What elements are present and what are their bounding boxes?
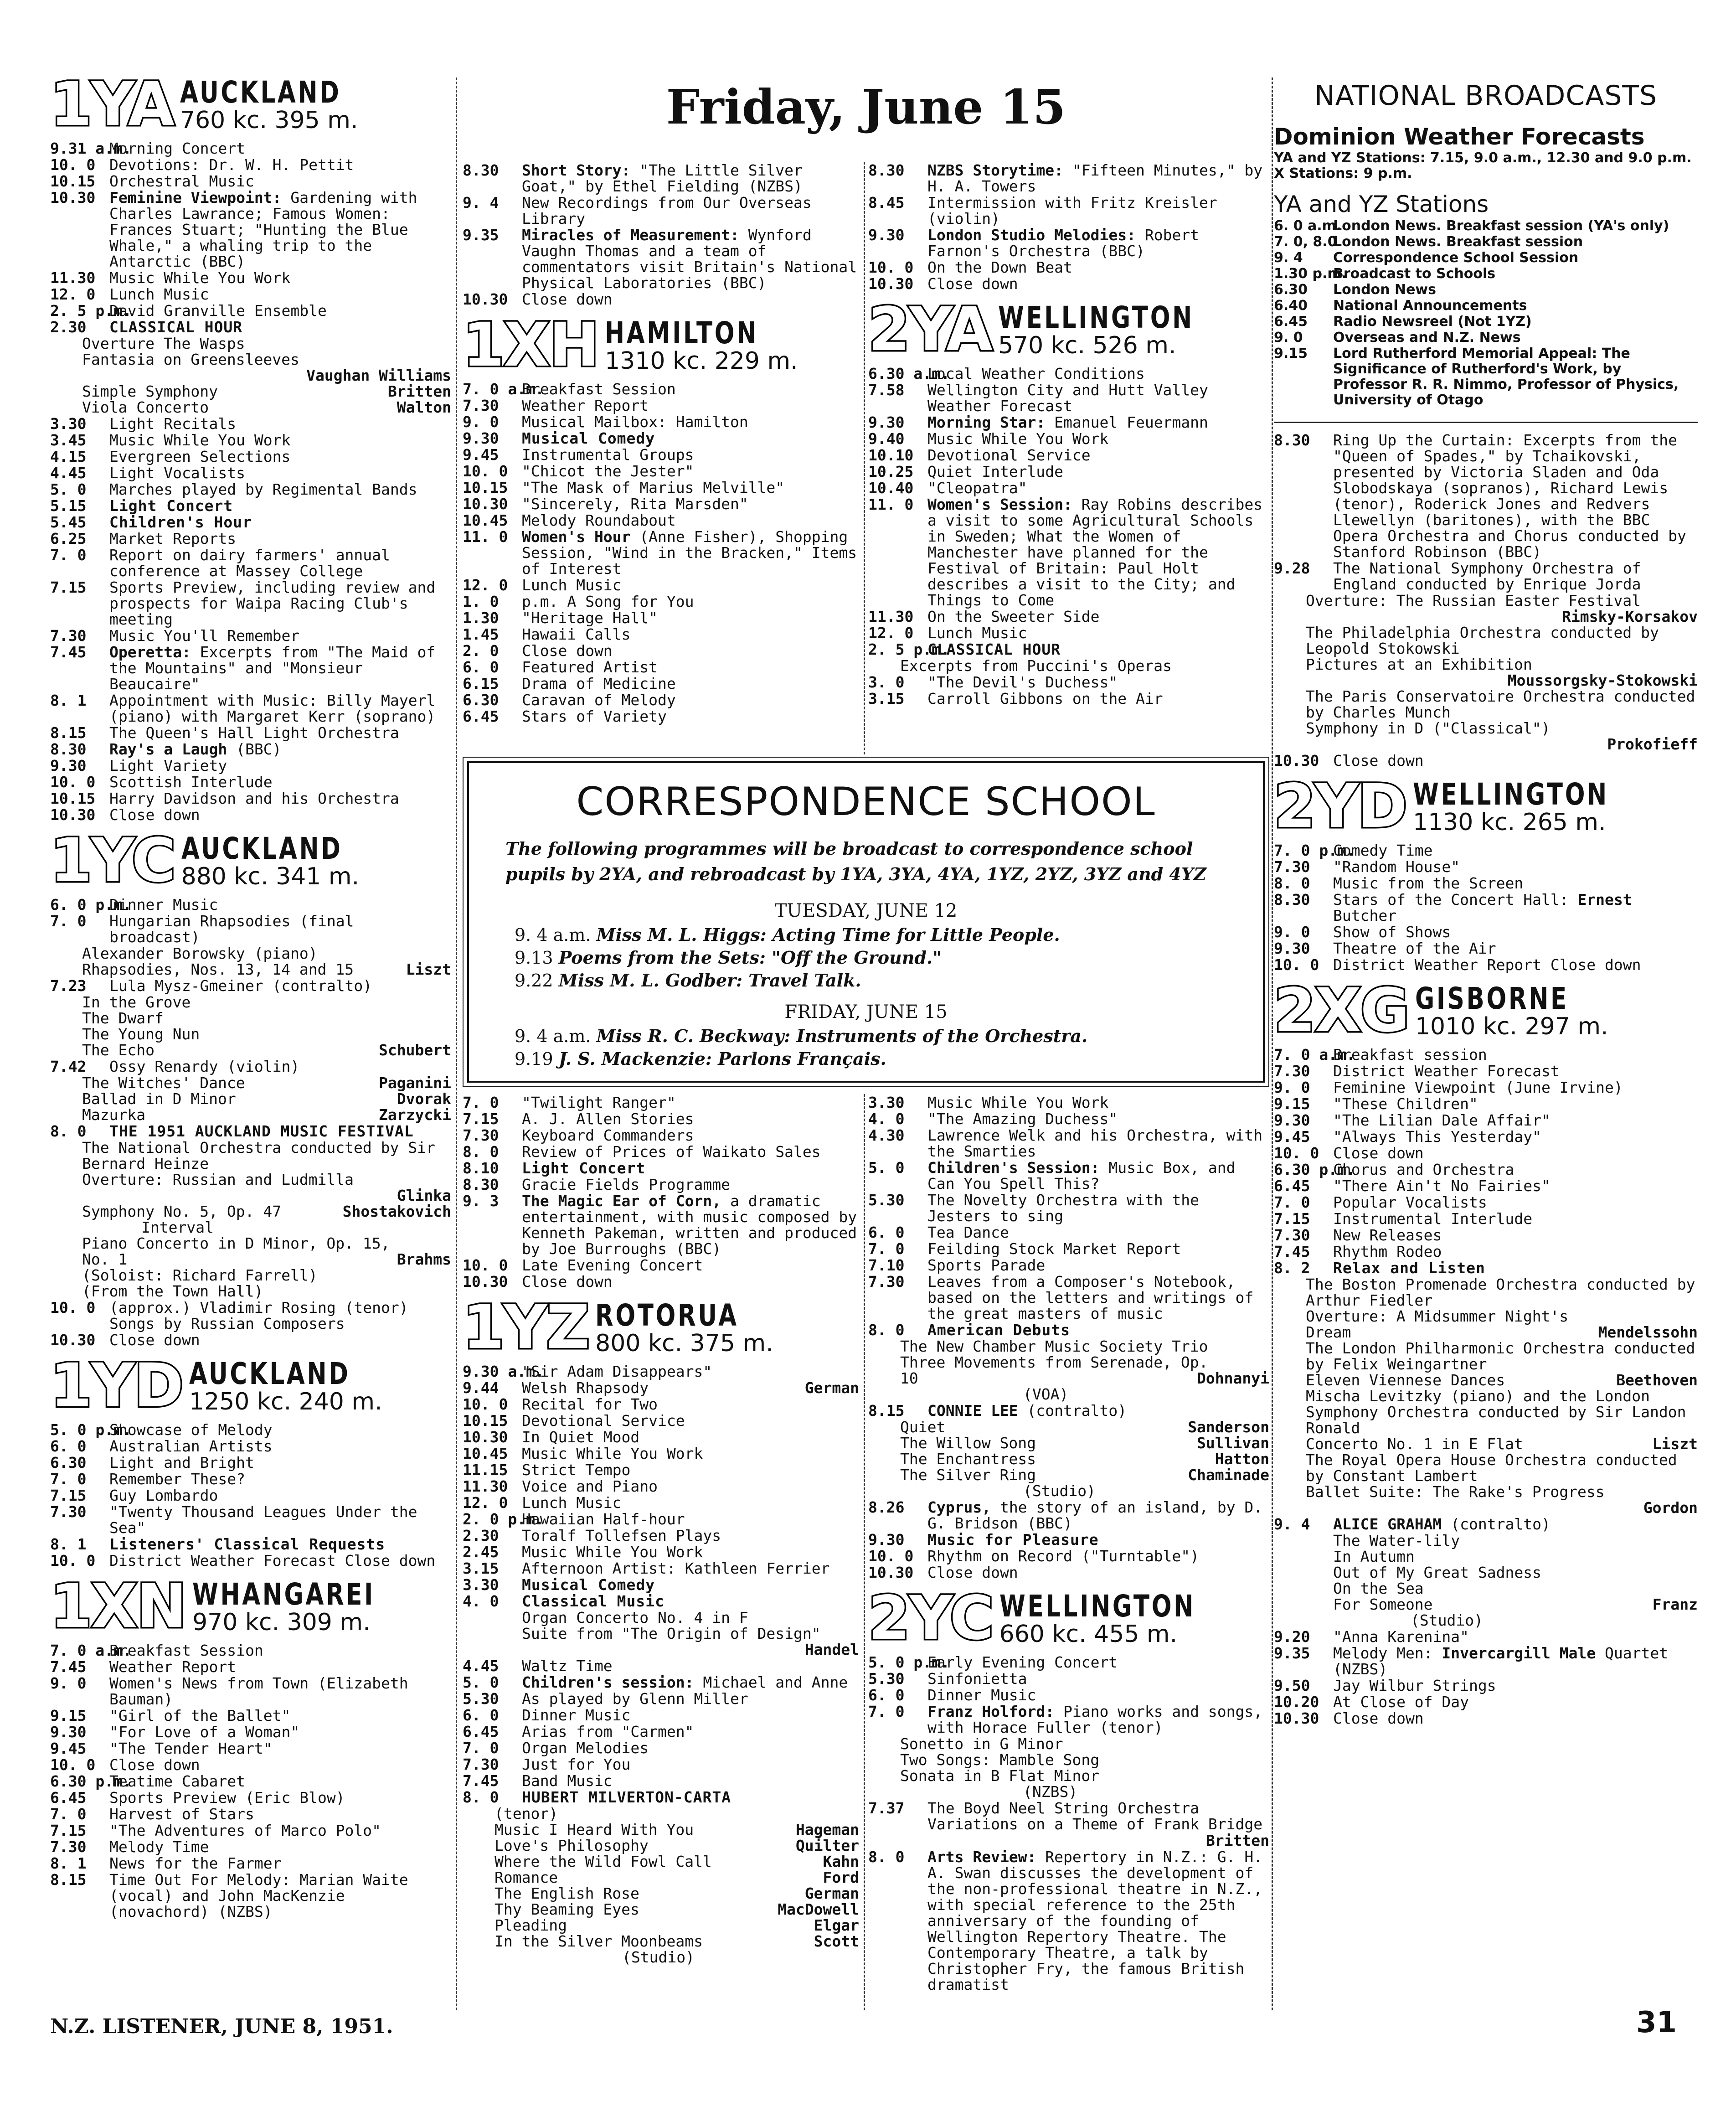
station-city: GISBORNE: [1415, 981, 1569, 1016]
station-logo: 2YC: [868, 1583, 993, 1653]
station-city: ROTORUA: [595, 1298, 739, 1333]
column-auckland: 1YA AUCKLAND 760 kc. 395 m. 9.31 a.m. Morning Concert 10. 0 Devotions: Dr. W. H. Pettit 10.15 Orchestral Music 10.30 Feminine Viewpoint: Gardening with Charles Lawrance; Famous Women: Frances Stuart; "Hunting the Blue Whale," a whaling trip to the Antarctic (BBC) 11.30 Music While You Work 12. 0 Lunch Music 2. 5 p.m. David Granville Ensemble 2.30 CLASSICAL HOUR Overture The Wasps Fantasia on Greensleeves Vaughan Williams Simple Symphony Britten Viola Concerto Walton 3.30 Light Recitals 3.45 Music While You Work 4.15 Evergreen Selections 4.45 Light Vocalists 5. 0 Marches played by Regimental Bands 5.15 Light Concert 5.45 Children's Hour 6.25 Market Reports 7. 0 Report on dairy farmers' annual conference at Massey College 7.15 Sports Preview, including review and prospects for Waipa Racing Club's meeting 7.30 Music You'll Remember 7.45 Operetta: Excerpts from "The Maid of the Mountains" and "Monsieur Beaucaire" 8. 1 Appointment with Music: Billy Mayerl (piano) with Margaret Kerr (soprano) 8.15 The Queen's Hall Light Orchestra 8.30 Ray's a Laugh (BBC) 9.30 Light Variety 10. 0 Scottish Interlude 10.15 Harry Davidson and his Orchestra 10.30 Close down 1YC AUCKLAND 880 kc. 341 m. 6. 0 p.m. Dinner Music 7. 0 Hungarian Rhapsodies (final broadcast) Alexander Borowsky (piano) Rhapsodies, Nos. 13, 14 and 15 Liszt 7.23 Lula Mysz-Gmeiner (contralto) In the Grove The Dwarf The Young Nun The Echo Schubert 7.42 Ossy Renardy (violin) The Witches' Dance Paganini Ballad in D Minor Dvorak Mazurka Zarzycki 8. 0 THE 1951 AUCKLAND MUSIC FESTIVAL The National Orchestra conducted by Sir Bernard Heinze Overture: Russian and Ludmilla Glinka Symphony No. 5, Op. 47 Shostakovich Interval Piano Concerto in D Minor, Op. 15, No. 1 Brahms (Soloist: Richard Farrell) (From the Town Hall) 10. 0 (approx.) Vladimir Rosing (tenor) Songs by Russian Composers 10.30 Close down 1YD AUCKLAND 1250 kc. 240 m. 5. 0 p.m. Showcase of Melody 6. 0 Australian Artists 6.30 Light and Bright 7. 0 Remember These? 7.15 Guy Lombardo 7.30 "Twenty Thousand Leagues Under the Sea" 8. 1 Listeners' Classical Requests 10. 0 District Weather Forecast Close down 1XN WHANGAREI 970 kc. 309 m. 7. 0 a.m. Breakfast Session 7.45 Weather Report 9. 0 Women's News from Town (Elizabeth Bauman) 9.15 "Girl of the Ballet" 9.30 "For Love of a Woman" 9.45 "The Tender Heart" 10. 0 Close down 6.30 p.m. Teatime Cabaret 6.45 Sports Preview (Eric Blow) 7. 0 Harvest of Stars 7.15 "The Adventures of Marco Polo" 7.30 Melody Time 8. 1 News for the Farmer 8.15 Time Out For Melody: Marian Waite (vocal) and John MacKenzie (novachord) (NZBS): [50, 77, 451, 1920]
column-divider: [864, 162, 865, 754]
page-title: Friday, June 15: [666, 79, 1066, 135]
station-city: AUCKLAND: [180, 77, 341, 110]
station-frequency: 1130 kc. 265 m.: [1413, 809, 1606, 836]
correspondence-day: TUESDAY, JUNE 12: [774, 900, 958, 921]
column-3-bottom: 3.30 Music While You Work 4. 0 "The Amazing Duchess" 4.30 Lawrence Welk and his Orchestra, with the Smarties 5. 0 Children's Session: Music Box, and Can You Spell This? 5.30 The Novelty Orchestra with the Jesters to sing 6. 0 Tea Dance 7. 0 Feilding Stock Market Report 7.10 Sports Parade 7.30 Leaves from a Composer's Notebook, based on the letters and writings of the great masters of music 8. 0 American Debuts The New Chamber Music Society Trio Three Movements from Serenade, Op. 10 Dohnanyi (VOA) 8.15 CONNIE LEE (contralto) Quiet Sanderson The Willow Song Sullivan The Enchantress Hatton The Silver Ring Chaminade (Studio) 8.26 Cyprus, the story of an island, by D. G. Bridson (BBC) 9.30 Music for Pleasure 10. 0 Rhythm on Record ("Turntable") 10.30 Close down 2YC WELLINGTON 660 kc. 455 m. 5. 0 p.m. Early Evening Concert 5.30 Sinfonietta 6. 0 Dinner Music 7. 0 Franz Holford: Piano works and songs, with Horace Fuller (tenor) Sonetto in G Minor Two Songs: Mamble Song Sonata in B Flat Minor (NZBS) 7.37 The Boyd Neel String Orchestra Variations on a Theme of Frank Bridge Britten 8. 0 Arts Review: Repertory in N.Z.: G. H. A. Swan discusses the development of the non-professional theatre in N.Z., with special reference to the 25th anniversary of the founding of Wellington Repertory Theatre. The Contemporary Theatre, a talk by Christopher Fry, the famous British dramatist: [868, 1094, 1269, 1993]
station-frequency: 660 kc. 455 m.: [999, 1621, 1178, 1648]
station-header-1yc: [50, 826, 451, 896]
station-city: AUCKLAND: [189, 1356, 350, 1391]
footer-issue: N.Z. LISTENER, JUNE 8, 1951.: [50, 2015, 393, 2038]
station-header-2ya: [868, 294, 1269, 365]
station-frequency: 880 kc. 341 m.: [181, 863, 360, 890]
column-national: NATIONAL BROADCASTS Dominion Weather Forecasts YA and YZ Stations: 7.15, 9.0 a.m., 12.30 and 9.0 p.m. X Stations: 9 p.m. YA and YZ Stations 6. 0 a.m. London News. Breakfast session (YA's only) 7. 0, 8.0 London News. Breakfast session 9. 4 Correspondence School Session 1.30 p.m. Broadcast to Schools 6.30 London News 6.40 National Announcements 6.45 Radio Newsreel (Not 1YZ) 9. 0 Overseas and N.Z. News 9.15 Lord Rutherford Memorial Appeal: The Significance of Rutherford's Work, by Professor R. R. Nimmo, Professor of Physics, University of Otago 8.30 Ring Up the Curtain: Excerpts from the "Queen of Spades," by Tchaikovski, presented by Victoria Sladen and Oda Slobodskaya (sopranos), Richard Lewis (tenor), Roderick Jones and Redvers Llewellyn (baritones), with the BBC Opera Orchestra and Chorus conducted by Stanford Robinson (BBC) 9.28 The National Symphony Orchestra of England conducted by Enrique Jorda Overture: The Russian Easter Festival Rimsky-Korsakov The Philadelphia Orchestra conducted by Leopold Stokowski Pictures at an Exhibition Moussorgsky-Stokowski The Paris Conservatoire Orchestra conducted by Charles Munch Symphony in D ("Classical") Prokofieff 10.30 Close down 2YD WELLINGTON 1130 kc. 265 m. 7. 0 p.m. Comedy Time 7.30 "Random House" 8. 0 Music from the Screen 8.30 Stars of the Concert Hall: Ernest Butcher 9. 0 Show of Shows 9.30 Theatre of the Air 10. 0 District Weather Report Close down 2XG GISBORNE 1010 kc. 297 m. 7. 0 a.m. Breakfast session 7.30 District Weather Forecast 9. 0 Feminine Viewpoint (June Irvine) 9.15 "These Children" 9.30 "The Lilian Dale Affair" 9.45 "Always This Yesterday" 10. 0 Close down 6.30 p.m. Chorus and Orchestra 6.45 "There Ain't No Fairies" 7. 0 Popular Vocalists 7.15 Instrumental Interlude 7.30 New Releases 7.45 Rhythm Rodeo 8. 2 Relax and Listen The Boston Promenade Orchestra conducted by Arthur Fiedler Overture: A Midsummer Night's Dream Mendelssohn The London Philharmonic Orchestra conducted by Felix Weingartner Eleven Viennese Dances Beethoven Mischa Levitzky (piano) and the London Symphony Orchestra conducted by Sir Landon Ronald Concerto No. 1 in E Flat Liszt The Royal Opera House Orchestra conducted by Constant Lambert Ballet Suite: The Rake's Progress Gordon 9. 4 ALICE GRAHAM (contralto) The Water-lily In Autumn Out of My Great Sadness On the Sea For Someone Franz (Studio) 9.20 "Anna Karenina" 9.35 Melody Men: Invercargill Male Quartet (NZBS) 9.50 Jay Wilbur Strings 10.20 At Close of Day 10.30 Close down: [1274, 77, 1698, 2015]
station-header-1yd: [50, 1351, 451, 1421]
station-frequency: 1250 kc. 240 m.: [189, 1388, 382, 1415]
station-header-2yd: [1274, 771, 1698, 842]
correspondence-intro: The following programmes will be broadcast to correspondence school pupils by 2YA, and rebroadcast by 1YA, 3YA, 4YA, 1YZ, 2YZ, 3YZ and 4YZ: [505, 838, 1206, 884]
station-city: WHANGAREI: [192, 1577, 376, 1612]
station-frequency: 1010 kc. 297 m.: [1415, 1013, 1608, 1040]
station-logo: 1YA: [50, 77, 174, 139]
column-divider: [864, 1094, 865, 2010]
station-header-1yz: [463, 1292, 859, 1363]
station-logo: 1YZ: [463, 1292, 589, 1363]
weather-line: YA and YZ Stations: 7.15, 9.0 a.m., 12.30 and 9.0 p.m.: [1274, 150, 1692, 166]
section-divider: [1274, 422, 1698, 423]
column-2-top: 8.30 Short Story: "The Little Silver Goat," by Ethel Fielding (NZBS) 9. 4 New Recordings from Our Overseas Library 9.35 Miracles of Measurement: Wynford Vaughn Thomas and a team of commentators visit Britain's National Physical Laboratories (BBC) 10.30 Close down 1XH HAMILTON 1310 kc. 229 m. 7. 0 a.m. Breakfast Session 7.30 Weather Report 9. 0 Musical Mailbox: Hamilton 9.30 Musical Comedy 9.45 Instrumental Groups 10. 0 "Chicot the Jester" 10.15 "The Mask of Marius Melville" 10.30 "Sincerely, Rita Marsden" 10.45 Melody Roundabout 11. 0 Women's Hour (Anne Fisher), Shopping Session, "Wind in the Bracken," Items of Interest 12. 0 Lunch Music 1. 0 p.m. A Song for You 1.30 "Heritage Hall" 1.45 Hawaii Calls 2. 0 Close down 6. 0 Featured Artist 6.15 Drama of Medicine 6.30 Caravan of Melody 6.45 Stars of Variety: [463, 162, 859, 754]
station-logo: 1YD: [50, 1351, 183, 1421]
station-header-2yc: [868, 1583, 1269, 1653]
station-logo: 1YC: [50, 826, 175, 896]
station-frequency: 570 kc. 526 m.: [998, 332, 1176, 359]
correspondence-school-box: [467, 761, 1265, 1083]
station-frequency: 970 kc. 309 m.: [192, 1609, 371, 1636]
correspondence-day: FRIDAY, JUNE 15: [784, 1002, 948, 1022]
station-logo: 1XN: [50, 1571, 186, 1642]
station-logo: 2YD: [1274, 771, 1406, 842]
station-logo: 1XH: [463, 310, 599, 380]
station-logo: 2YA: [868, 294, 992, 365]
station-header-2xg: [1274, 976, 1698, 1046]
station-frequency: 760 kc. 395 m.: [180, 107, 358, 134]
correspondence-item: 9. 4 a.m. Miss R. C. Beckway: Instruments of the Orchestra.: [515, 1026, 1088, 1046]
station-frequency: 1310 kc. 229 m.: [605, 347, 798, 375]
station-header-1xn: [50, 1571, 451, 1642]
stations-title: YA and YZ Stations: [1274, 191, 1489, 217]
national-broadcasts-heading: NATIONAL BROADCASTS: [1314, 80, 1658, 112]
station-logo: 2XG: [1274, 976, 1409, 1046]
column-3-top: 8.30 NZBS Storytime: "Fifteen Minutes," by H. A. Towers 8.45 Intermission with Fritz Kreisler (violin) 9.30 London Studio Melodies: Robert Farnon's Orchestra (BBC) 10. 0 On the Down Beat 10.30 Close down 2YA WELLINGTON 570 kc. 526 m. 6.30 a.m. Local Weather Conditions 7.58 Wellington City and Hutt Valley Weather Forecast 9.30 Morning Star: Emanuel Feuermann 9.40 Music While You Work 10.10 Devotional Service 10.25 Quiet Interlude 10.40 "Cleopatra" 11. 0 Women's Session: Ray Robins describes a visit to some Agricultural Schools in Sweden; What the Women of Manchester have planned for the Festival of Britain: Paul Holt describes a visit to the City; and Things to Come 11.30 On the Sweeter Side 12. 0 Lunch Music 2. 5 p.m. CLASSICAL HOUR Excerpts from Puccini's Operas 3. 0 "The Devil's Duchess" 3.15 Carroll Gibbons on the Air: [868, 162, 1269, 754]
correspondence-item: 9.22 Miss M. L. Godber: Travel Talk.: [515, 970, 861, 991]
station-city: HAMILTON: [605, 315, 759, 351]
station-city: AUCKLAND: [181, 831, 343, 866]
station-city: WELLINGTON: [998, 300, 1194, 335]
station-city: WELLINGTON: [1413, 777, 1609, 812]
correspondence-item: 9.13 Poems from the Sets: "Off the Ground.": [515, 947, 942, 968]
correspondence-item: 9. 4 a.m. Miss M. L. Higgs: Acting Time for Little People.: [515, 924, 1060, 945]
station-frequency: 800 kc. 375 m.: [595, 1330, 773, 1357]
station-city: WELLINGTON: [999, 1589, 1195, 1624]
page-number: 31: [1636, 2006, 1677, 2039]
column-2-bottom: 7. 0 "Twilight Ranger" 7.15 A. J. Allen Stories 7.30 Keyboard Commanders 8. 0 Review of Prices of Waikato Sales 8.10 Light Concert 8.30 Gracie Fields Programme 9. 3 The Magic Ear of Corn, a dramatic entertainment, with music composed by Kenneth Pakeman, written and produced by Joe Burroughs (BBC) 10. 0 Late Evening Concert 10.30 Close down 1YZ ROTORUA 800 kc. 375 m. 9.30 a.m. "Sir Adam Disappears" 9.44 Welsh Rhapsody German 10. 0 Recital for Two 10.15 Devotional Service 10.30 In Quiet Mood 10.45 Music While You Work 11.15 Strict Tempo 11.30 Voice and Piano 12. 0 Lunch Music 2. 0 p.m. Hawaiian Half-hour 2.30 Toralf Tollefsen Plays 2.45 Music While You Work 3.15 Afternoon Artist: Kathleen Ferrier 3.30 Musical Comedy 4. 0 Classical Music Organ Concerto No. 4 in F Suite from "The Origin of Design" Handel 4.45 Waltz Time 5. 0 Children's session: Michael and Anne 5.30 As played by Glenn Miller 6. 0 Dinner Music 6.45 Arias from "Carmen" 7. 0 Organ Melodies 7.30 Just for You 7.45 Band Music 8. 0 HUBERT MILVERTON-CARTA (tenor) Music I Heard With You Hageman Love's Philosophy Quilter Where the Wild Fowl Call Kahn Romance Ford The English Rose German Thy Beaming Eyes MacDowell Pleading Elgar In the Silver Moonbeams Scott (Studio): [463, 1094, 859, 1966]
weather-title: Dominion Weather Forecasts: [1274, 124, 1645, 150]
station-header-1ya: [50, 77, 451, 139]
weather-line: X Stations: 9 p.m.: [1274, 165, 1412, 181]
column-divider: [456, 77, 457, 2010]
station-header-1xh: [463, 310, 859, 380]
column-divider: [1272, 77, 1273, 2010]
correspondence-item: 9.19 J. S. Mackenzie: Parlons Français.: [515, 1048, 886, 1069]
correspondence-title: CORRESPONDENCE SCHOOL: [576, 779, 1156, 825]
